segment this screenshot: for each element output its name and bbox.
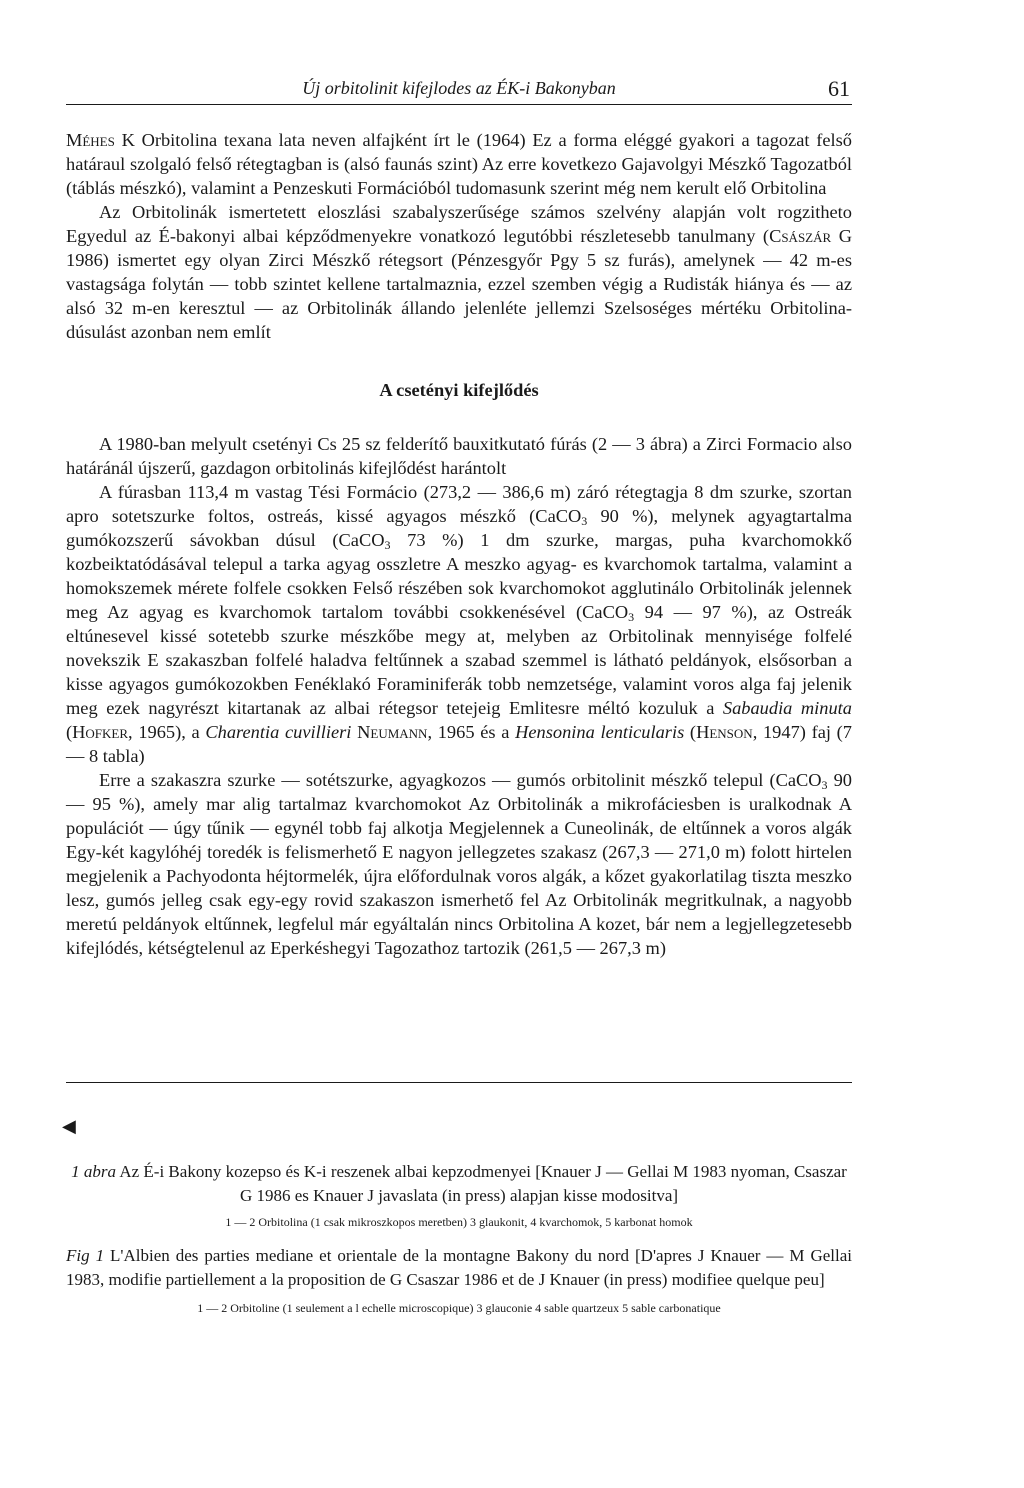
paragraph-2-text-a: Az Orbitolinák ismertetett eloszlási szabalyszerűsége számos szelvény alapján volt rogzitheto Egyedul az É-bakonyi albai képződmenyekre vonatkozó legutóbbi részletesebb tanulmany ( [66, 202, 852, 246]
p4-h: , 1965 és a [427, 722, 516, 742]
caption-hu-text: Az É-i Bakony kozepso és K-i reszenek albai kepzodmenyei [Knauer J — Gellai M 1983 nyoman, Csaszar G 1986 es Knauer J javaslata (in press) alapjan kisse modositva] [119, 1162, 847, 1205]
sub-3-b: 3 [384, 538, 391, 552]
p4-j: , 1947) faj (7 — 8 tabla) [66, 722, 852, 766]
running-title: Új orbitolinit kifejlodes az ÉK-i Bakonyban [302, 78, 616, 98]
p4-e: ( [66, 722, 73, 742]
paragraph-2 [66, 200, 852, 344]
p4-a: A fúrasban 113,4 m vastag Tési Formácio (273,2 — 386,6 m) záró rétegtagja 8 dm szurke, szortan apro sotetszurke foltos, ostreás, kissé agyagos mészkő (CaCO [66, 482, 852, 526]
p5-a: Erre a szakaszra szurke — sotétszurke, agyagkozos — gumós orbitolinit mészkő telepul (CaCO [99, 770, 822, 790]
paragraph-4 [66, 480, 852, 768]
p4-d: 94 — 97 %), az Ostreák eltúnesevel kissé sotetebb szurke mészkőbe megy at, melyben az Orbitolinak mennyisége folfelé novekszik E szakaszban folfelé haladva feltűnnek a szabad szemmel is látható peldányok, elsősorban a kisse agyagos gumókozokben Fenéklakó Foraminiferák tobb nemzetsége, valamint voros alga faj jelenik meg ezek nagyrészt kitartanak az albai rétegsor tetejeig Emlitesre méltó kozuluk a [66, 602, 852, 718]
taxon-sabaudia: Sabaudia minuta [722, 698, 852, 718]
author-hofker: Hofker [72, 722, 129, 742]
p4-i: ( [684, 722, 697, 742]
figure-captions [66, 1160, 852, 1318]
paragraph-1-text: Orbitolina texana lata neven alfajként írt le (1964) Ez a forma eléggé gyakori a tagozat felső határaul szolgaló felső rétegtagban is (alsó faunás szint) Az erre kovetkezo Gajavolgyi Mészkő Tagozatból (táblás mészkó), valamint a Penzeskuti Formációból tudomasunk szerint még nem kerult elő Orbitolina [66, 130, 852, 198]
section-heading: A csetényi kifejlődés [379, 380, 539, 400]
sub-3-a: 3 [581, 514, 588, 528]
author-neumann: Neumann [357, 722, 428, 742]
paragraph-2-text-b: 1986) ismertet egy olyan Zirci Mészkő rétegsort (Pénzesgyőr Pgy 5 sz furás), amelynek — 42 m-es vastagsága folytán — tobb szintet kellene tartalmaznia, ezzel szemben végig a Rudisták hiánya és — az alsó 32 m-en keresztul — az Orbitolinák állando jelenléte jellemzi Szelsoséges mértéku Orbitolina-dúsulást azonban nem említ [66, 250, 852, 342]
page-number: 61 [828, 76, 850, 101]
sub-3-c: 3 [628, 610, 635, 624]
p4-f: , 1965), a [128, 722, 206, 742]
author-csaszar: Császár G [769, 226, 852, 246]
caption-hu-label: 1 abra [71, 1162, 117, 1181]
caption-hu [66, 1160, 852, 1208]
caption-divider [66, 1082, 852, 1083]
paragraph-5 [66, 768, 852, 960]
p4-c: 73 %) 1 dm szurke, margas, puha kvarchomokkő kozbeiktatódásával telepul a tarka agyag osszletre A meszko agyag- es kvarchomok tartalma, valamint a homokszemek mérete folfele csokken Felső részében sok kvarchomokot agglutinálo Orbitolinák jelennek meg Az agyag es kvarchomok tartalom további csokkenésével (CaCO [66, 530, 853, 622]
sub-3-d: 3 [821, 778, 828, 792]
caption-fr-text: L'Albien des parties mediane et orientale de la montagne Bakony du nord [D'apres J Knauer — M Gellai 1983, modifie partiellement a la proposition de G Csaszar 1986 et de J Knauer (in press) modifiee quelque peu] [66, 1246, 853, 1289]
p5-b: 90 — 95 %), amely mar alig tartalmaz kvarchomokot Az Orbitolinák a mikrofáciesben is uralkodnak A populációt — úgy tűnik — egynél tobb faj alkotja Megjelennek a Cuneolinák, de eltűnnek a voros algák Egy-két kagylóhéj toredék is felismerhető E nagyon jellegzetes szakasz (267,3 — 271,0 m) folott hirtelen megjelenik a Pachyodonta héjtormelék, újra előfordulnak voros algák, a kőzet gyakorlatilag tiszta meszko lesz, gumós jelleg csak egy-egy rovid szakaszon ismerhető fel Az Orbitolinák megritkulnak, a nagyobb meretú peldányok eltűnnek, legfelul már egyáltalán nincs Orbitolina A kozet, bár nem a legjellegzetesebb kifejlódés, kétségtelenul az Eperkéshegyi Tagozathoz tartozik (261,5 — 267,3 m) [66, 770, 852, 958]
page-header [66, 74, 852, 105]
caption-fr-legend: 1 — 2 Orbitoline (1 seulement a l echelle microscopique) 3 glauconie 4 sable quartzeux 5 sable carbonatique [197, 1301, 721, 1315]
caption-fr-label: Fig 1 [66, 1246, 105, 1265]
caption-fr [66, 1244, 852, 1292]
left-arrow-icon: ◀ [62, 1116, 76, 1136]
p4-b: 90 %), melynek agyagtartalma gumókozszerű sávokban dúsul (CaCO [66, 506, 852, 550]
taxon-charentia: Charentia cuvillieri [205, 722, 352, 742]
paragraph-1 [66, 128, 852, 200]
taxon-hensonina: Hensonina lenticularis [515, 722, 685, 742]
author-henson: Henson [696, 722, 753, 742]
body-text [66, 128, 852, 960]
author-mehes: Méhes K [66, 130, 135, 150]
paragraph-3: A 1980-ban melyult csetényi Cs 25 sz felderítő bauxitkutató fúrás (2 — 3 ábra) a Zirci Formacio also határánál újszerű, gazdagon orbitolinás kifejlődést harántolt [66, 434, 852, 478]
caption-hu-legend: 1 — 2 Orbitolina (1 csak mikroszkopos meretben) 3 glaukonit, 4 kvarchomok, 5 karbonat homok [225, 1215, 693, 1229]
